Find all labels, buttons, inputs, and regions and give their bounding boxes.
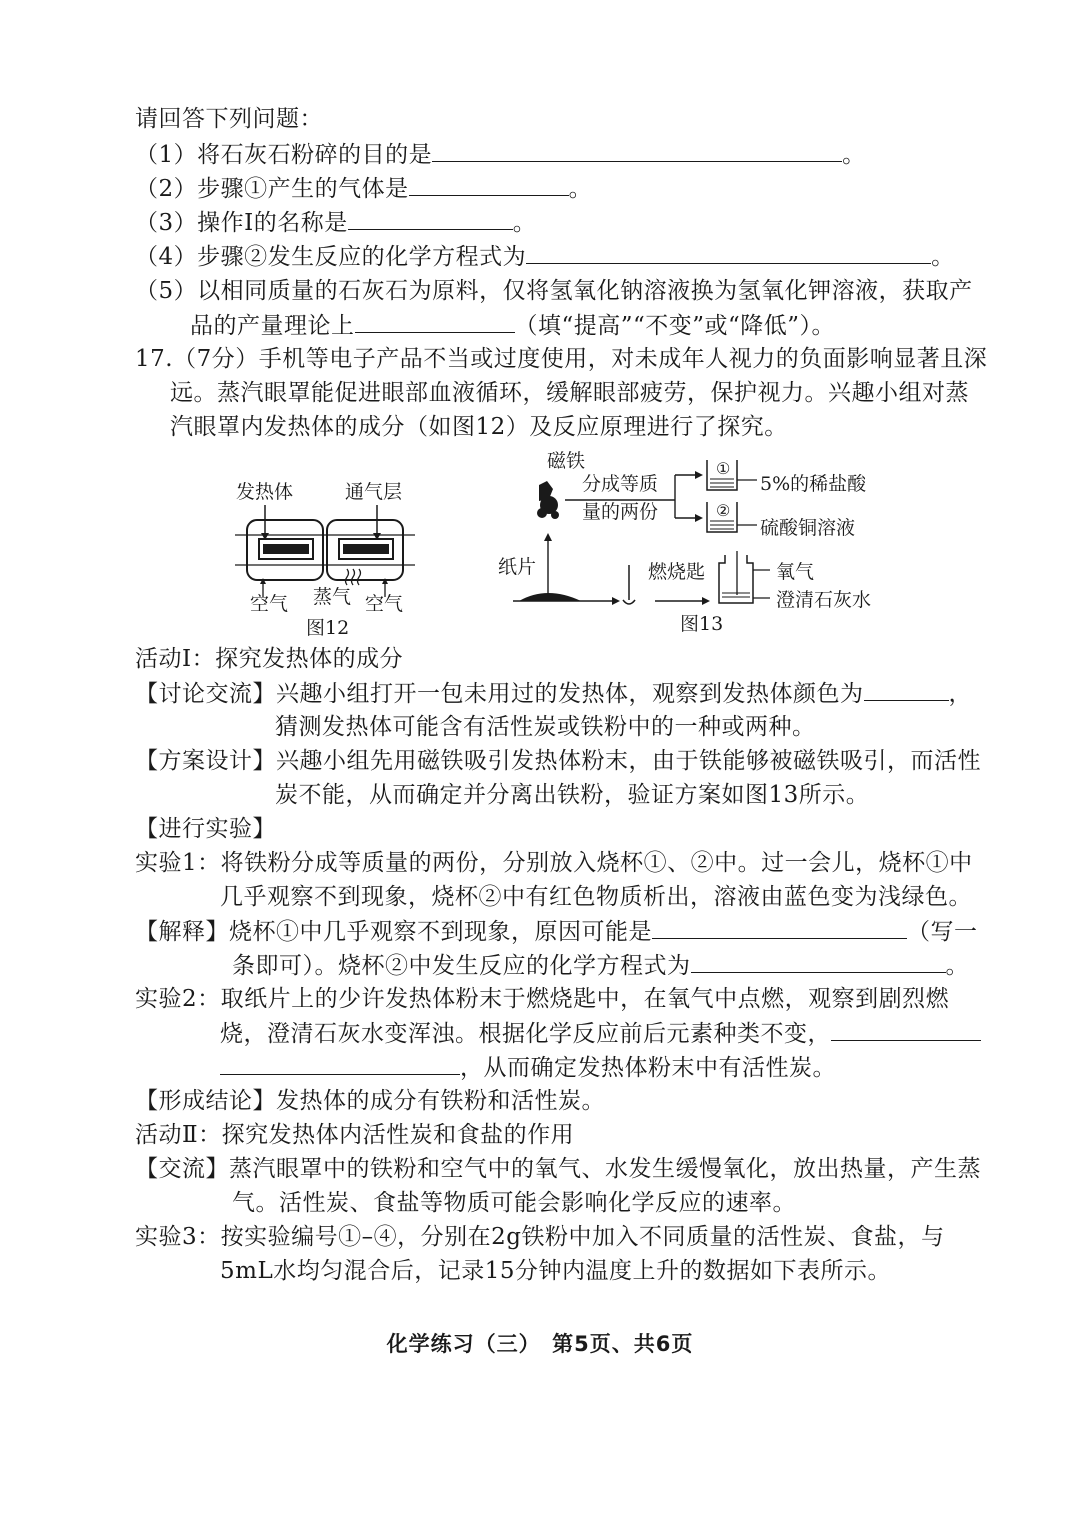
label-steam: 蒸气 [313, 586, 352, 608]
experiment-3-line-2: 5mL水均匀混合后，记录15分钟内温度上升的数据如下表所示。 [220, 1258, 891, 1284]
design-line-2: 炭不能，从而确定并分离出铁粉，验证方案如图13所示。 [275, 782, 870, 808]
q17-intro-line-3: 汽眼罩内发热体的成分（如图12）及反应原理进行了探究。 [170, 414, 788, 440]
experiment-2-line-3: ，从而确定发热体粉末中有活性炭。 [220, 1052, 836, 1083]
answer-prompt: 请回答下列问题： [135, 106, 323, 132]
page-footer: 化学练习（三） 第5页、共6页 [386, 1332, 694, 1356]
label-combustion-spoon: 燃烧匙 [648, 561, 706, 583]
label-heater: 发热体 [236, 481, 294, 503]
label-magnet: 磁铁 [547, 450, 586, 472]
beaker-1-number: ① [716, 459, 731, 478]
experiment-1-line-1: 实验1：将铁粉分成等质量的两份，分别放入烧杯①、②中。过一会儿，烧杯①中 [135, 850, 973, 876]
experiment-3-line-1: 实验3：按实验编号①–④，分别在2g铁粉中加入不同质量的活性炭、食盐，与 [135, 1224, 945, 1250]
exchange-line-2: 气。活性炭、食盐等物质可能会影响化学反应的速率。 [232, 1190, 796, 1216]
answer-blank[interactable] [355, 310, 515, 333]
answer-blank[interactable] [526, 241, 931, 264]
design-line-1: 【方案设计】兴趣小组先用磁铁吸引发热体粉末，由于铁能够被磁铁吸引，而活性 [135, 748, 981, 774]
label-split-1: 分成等质 [582, 473, 659, 495]
figure-13-caption: 图13 [680, 613, 724, 635]
q16-item-1: （1）将石灰石粉碎的目的是 。 [135, 139, 866, 170]
q17-intro-line-2: 远。蒸汽眼罩能促进眼部血液循环，缓解眼部疲劳，保护视力。兴趣小组对蒸 [170, 380, 969, 406]
label-dilute-hcl: 5%的稀盐酸 [760, 473, 867, 495]
experiment-2-line-1: 实验2：取纸片上的少许发热体粉末于燃烧匙中，在氧气中点燃，观察到剧烈燃 [135, 986, 950, 1012]
q16-item-5-line-2: 品的产量理论上 （填“提高”“不变”或“降低”）。 [190, 310, 835, 341]
q16-item-3: （3）操作Ⅰ的名称是 。 [135, 207, 536, 238]
answer-blank[interactable] [220, 1052, 460, 1075]
label-air-right: 空气 [365, 593, 404, 615]
answer-blank[interactable] [432, 139, 842, 162]
conclusion: 【形成结论】发热体的成分有铁粉和活性炭。 [135, 1088, 605, 1114]
q16-item-2: （2）步骤①产生的气体是 。 [135, 173, 592, 204]
label-vent-layer: 通气层 [345, 481, 403, 503]
label-copper-sulfate: 硫酸铜溶液 [760, 517, 856, 539]
experiment-1-line-2: 几乎观察不到现象，烧杯②中有红色物质析出，溶液由蓝色变为浅绿色。 [220, 884, 972, 910]
label-limewater: 澄清石灰水 [776, 589, 872, 611]
discussion-line-2: 猜测发热体可能含有活性炭或铁粉中的一种或两种。 [275, 714, 816, 740]
answer-blank[interactable] [691, 950, 946, 973]
answer-blank[interactable] [864, 678, 949, 701]
q16-item-5-line-1: （5）以相同质量的石灰石为原料，仅将氢氧化钠溶液换为氢氧化钾溶液，获取产 [135, 278, 973, 304]
beaker-2-number: ② [716, 501, 731, 520]
exchange-line-1: 【交流】蒸汽眼罩中的铁粉和空气中的氧气、水发生缓慢氧化，放出热量，产生蒸 [135, 1156, 981, 1182]
label-paper: 纸片 [498, 556, 537, 578]
answer-blank[interactable] [831, 1018, 981, 1041]
explanation-line-1: 【解释】烧杯①中几乎观察不到现象，原因可能是 （写一 [135, 916, 978, 947]
figure-12-caption: 图12 [306, 617, 350, 639]
activity-1-title: 活动Ⅰ：探究发热体的成分 [135, 646, 404, 672]
answer-blank[interactable] [409, 173, 569, 196]
verification-scheme-diagram [495, 455, 785, 615]
label-air-left: 空气 [250, 593, 289, 615]
explanation-line-2: 条即可）。烧杯②中发生反应的化学方程式为 。 [232, 950, 969, 981]
answer-blank[interactable] [652, 916, 907, 939]
label-split-2: 量的两份 [582, 501, 659, 523]
discussion-line-1: 【讨论交流】兴趣小组打开一包未用过的发热体，观察到发热体颜色为 ， [135, 678, 972, 709]
label-oxygen: 氧气 [776, 561, 815, 583]
q17-intro-line-1: 17.（7分）手机等电子产品不当或过度使用，对未成年人视力的负面影响显著且深 [135, 346, 988, 372]
q16-item-4: （4）步骤②发生反应的化学方程式为 。 [135, 241, 955, 272]
answer-blank[interactable] [348, 207, 513, 230]
activity-2-title: 活动Ⅱ：探究发热体内活性炭和食盐的作用 [135, 1122, 575, 1148]
experiment-2-line-2: 烧，澄清石灰水变浑浊。根据化学反应前后元素种类不变， [220, 1018, 981, 1049]
experiment-heading: 【进行实验】 [135, 816, 276, 842]
